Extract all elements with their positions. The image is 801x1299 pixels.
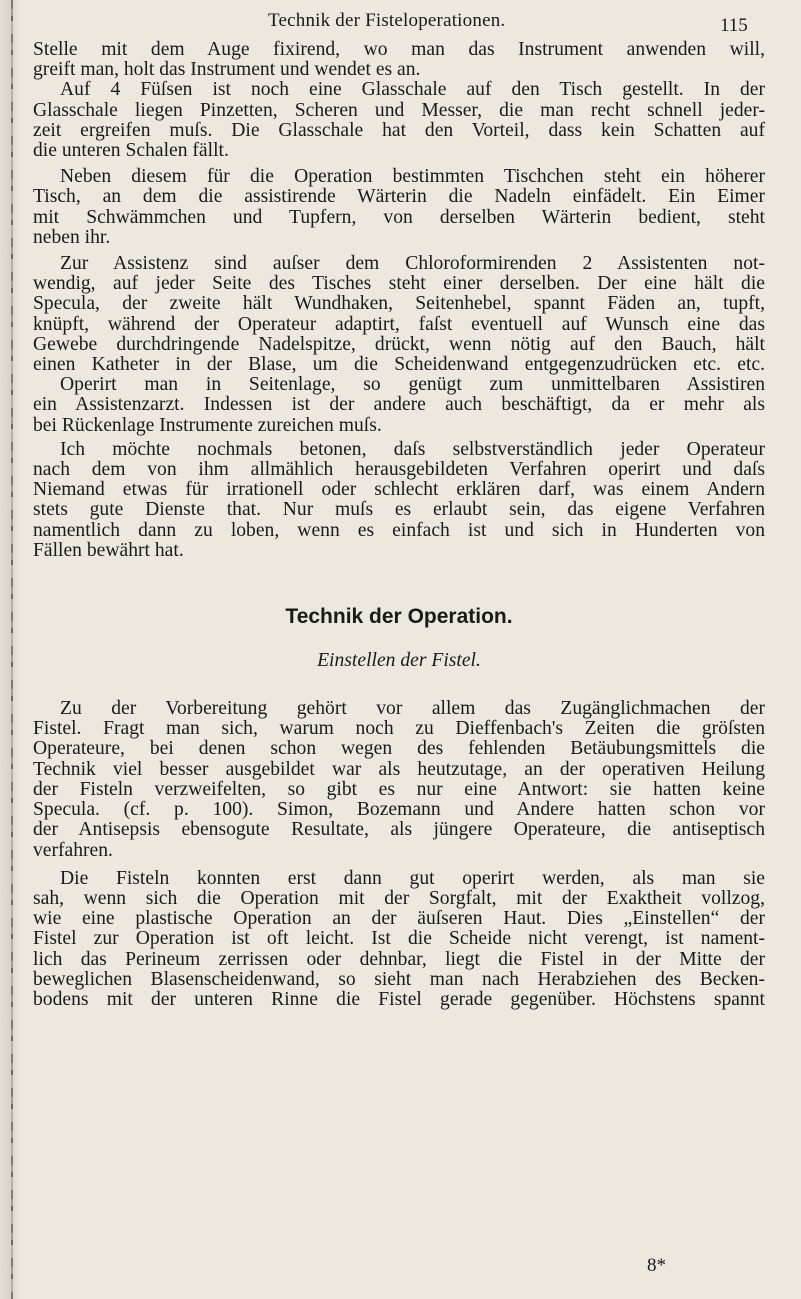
- text-line: der Antisepsis ebensogute Resultate, als jüngere Operateure, die antiseptisch: [33, 819, 765, 841]
- text-line: bodens mit der unteren Rinne die Fistel gerade gegenüber. Höchstens spannt: [33, 988, 765, 1010]
- paragraph: [33, 869, 765, 1010]
- text-line: stets gute Dienste that. Nur muſs es erlaubt sein, das eigene Verfahren: [33, 499, 765, 521]
- text-line: einen Katheter in der Blase, um die Scheidenwand entgegenzudrücken etc. etc.: [33, 354, 765, 376]
- text-line: Neben diesem für die Operation bestimmten Tischchen steht ein höherer: [60, 166, 765, 188]
- text-line: beweglichen Blasenscheidenwand, so sieht man nach Herabziehen des Becken-: [33, 968, 765, 990]
- text-line: Ich möchte nochmals betonen, daſs selbstverständlich jeder Operateur: [60, 438, 765, 460]
- paragraph: [33, 699, 765, 861]
- text-line: sah, wenn sich die Operation mit der Sorgfalt, mit der Exaktheit vollzog,: [33, 887, 765, 909]
- text-line: Zur Assistenz sind auſser dem Chloroformirenden 2 Assistenten not-: [60, 253, 765, 275]
- text-line: Operirt man in Seitenlage, so genügt zum unmittelbaren Assistiren: [60, 374, 765, 396]
- text-line: greift man, holt das Instrument und wendet es an.: [33, 59, 421, 81]
- text-line: Niemand etwas für irrationell oder schlecht erklären darf, was einem Andern: [33, 479, 765, 501]
- text-line: nach dem von ihm allmählich herausgebildeten Verfahren operirt und daſs: [33, 459, 765, 481]
- binding-gutter: [0, 0, 20, 1299]
- text-line: verfahren.: [33, 839, 113, 861]
- text-line: Glasschale liegen Pinzetten, Scheren und Messer, die man recht schnell jeder-: [33, 99, 765, 121]
- text-line: Fällen bewährt hat.: [33, 539, 184, 561]
- text-line: Auf 4 Füſsen ist noch eine Glasschale auf den Tisch gestellt. In der: [60, 79, 765, 101]
- text-line: wendig, auf jeder Seite des Tisches steht einer derselben. Der eine hält die: [33, 273, 765, 295]
- text-line: zeit ergreifen muſs. Die Glasschale hat den Vorteil, dass kein Schatten auf: [33, 119, 765, 141]
- paragraph: [33, 254, 765, 375]
- text-line: lich das Perineum zerrissen oder dehnbar, liegt die Fistel in der Mitte der: [33, 948, 765, 970]
- text-line: Specula, der zweite hält Wundhaken, Seitenhebel, spannt Fäden an, tupft,: [33, 293, 765, 315]
- text-line: namentlich dann zu loben, wenn es einfach ist und sich in Hunderten von: [33, 519, 765, 541]
- signature-mark: 8*: [647, 1255, 666, 1276]
- text-line: Operateure, bei denen schon wegen des fehlenden Betäubungsmittels die: [33, 738, 765, 760]
- text-line: der Fisteln verzweifelten, so gibt es nur eine Antwort: sie hatten keine: [33, 778, 765, 800]
- text-line: wie eine plastische Operation an der äuſseren Haut. Dies „Einstellen“ der: [33, 908, 765, 930]
- text-line: Stelle mit dem Auge fixirend, wo man das Instrument anwenden will,: [33, 39, 765, 60]
- section-heading: Technik der Operation.: [285, 605, 513, 629]
- page-header: [0, 6, 801, 38]
- text-line: ein Assistenzarzt. Indessen ist der andere auch beschäftigt, da er mehr als: [33, 394, 765, 416]
- text-line: Fistel zur Operation ist oft leicht. Ist die Scheide nicht verengt, ist nament-: [33, 928, 765, 950]
- paragraph: [33, 375, 765, 436]
- paragraph: [33, 440, 765, 561]
- text-line: Fistel. Fragt man sich, warum noch zu Dieffenbach's Zeiten die gröſsten: [33, 718, 765, 740]
- text-line: mit Schwämmchen und Tupfern, von derselben Wärterin bedient, steht: [33, 206, 765, 228]
- text-line: Technik viel besser ausgebildet war als heutzutage, an der operativen Heilung: [33, 758, 765, 780]
- paragraph: [33, 167, 765, 248]
- text-line: bei Rückenlage Instrumente zureichen muſs.: [33, 414, 382, 436]
- text-line: Zu der Vorbereitung gehört vor allem das Zugänglichmachen der: [60, 698, 765, 720]
- text-line: neben ihr.: [33, 226, 111, 248]
- text-line: knüpft, während der Operateur adaptirt, faſst eventuell auf Wunsch eine das: [33, 313, 765, 335]
- section-subheading: Einstellen der Fistel.: [317, 650, 481, 672]
- paragraph: [33, 40, 765, 80]
- page-body: [33, 40, 765, 1010]
- text-line: Gewebe durchdringende Nadelspitze, drückt, wenn nötig auf den Bauch, hält: [33, 333, 765, 355]
- text-line: Tisch, an dem die assistirende Wärterin die Nadeln einfädelt. Ein Eimer: [33, 186, 765, 208]
- paragraph: [33, 80, 765, 161]
- gutter-shadow: [11, 0, 13, 1299]
- page-number: 115: [720, 15, 748, 36]
- text-line: Die Fisteln konnten erst dann gut operirt werden, als man sie: [60, 867, 765, 889]
- text-line: Specula. (cf. p. 100). Simon, Bozemann und Andere hatten schon vor: [33, 799, 765, 821]
- running-head: Technik der Fisteloperationen.: [268, 10, 506, 31]
- text-line: die unteren Schalen fällt.: [33, 140, 229, 162]
